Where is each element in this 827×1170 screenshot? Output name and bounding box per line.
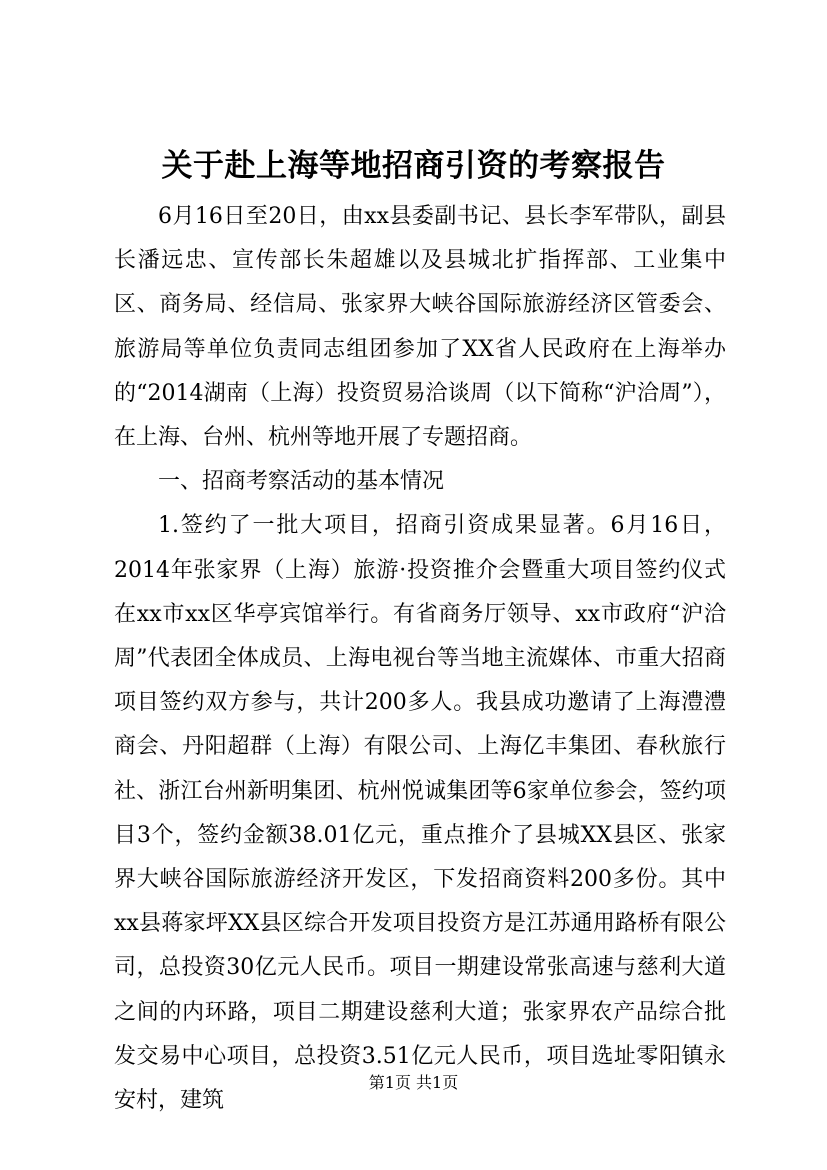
section-heading: 一、招商考察活动的基本情况: [158, 469, 445, 495]
page-footer: 第1页 共1页: [368, 1073, 459, 1092]
intro-paragraph: 6月16日至20日，由xx县委副书记、县长李军带队，副县长潘远忠、宣传部长朱超雄以及县城北扩指挥部、工业集中区、商务局、经信局、张家界大峡谷国际旅游经济区管委会、旅游局等单位负责同志组团参加了XX省人民政府在上海举办的“2014湖南（上海）投资贸易洽谈周（以下简称“沪洽周”），在上海、台州、杭州等地开展了专题招商。: [114, 204, 726, 451]
document-title: 关于赴上海等地招商引资的考察报告: [161, 148, 666, 184]
section-paragraph: 1.签约了一批大项目，招商引资成果显著。6月16日，2014年张家界（上海）旅游·投资推介会暨重大项目签约仪式在xx市xx区华亭宾馆举行。有省商务厅领导、xx市政府“沪洽周”代表团全体成员、上海电视台等当地主流媒体、市重大招商项目签约双方参与，共计200多人。我县成功邀请了上海澧澧商会、丹阳超群（上海）有限公司、上海亿丰集团、春秋旅行社、浙江台州新明集团、杭州悦诚集团等6家单位参会，签约项目3个，签约金额38.01亿元，重点推介了县城XX县区、张家界大峡谷国际旅游经济开发区，下发招商资料200多份。其中xx县蒋家坪XX县区综合开发项目投资方是江苏通用路桥有限公司，总投资30亿元人民币。项目一期建设常张高速与慈利大道之间的内环路，项目二期建设慈利大道；张家界农产品综合批发交易中心项目，总投资3.51亿元人民币，项目选址零阳镇永安村，建筑: [114, 513, 726, 1114]
document-body: [114, 195, 726, 1123]
